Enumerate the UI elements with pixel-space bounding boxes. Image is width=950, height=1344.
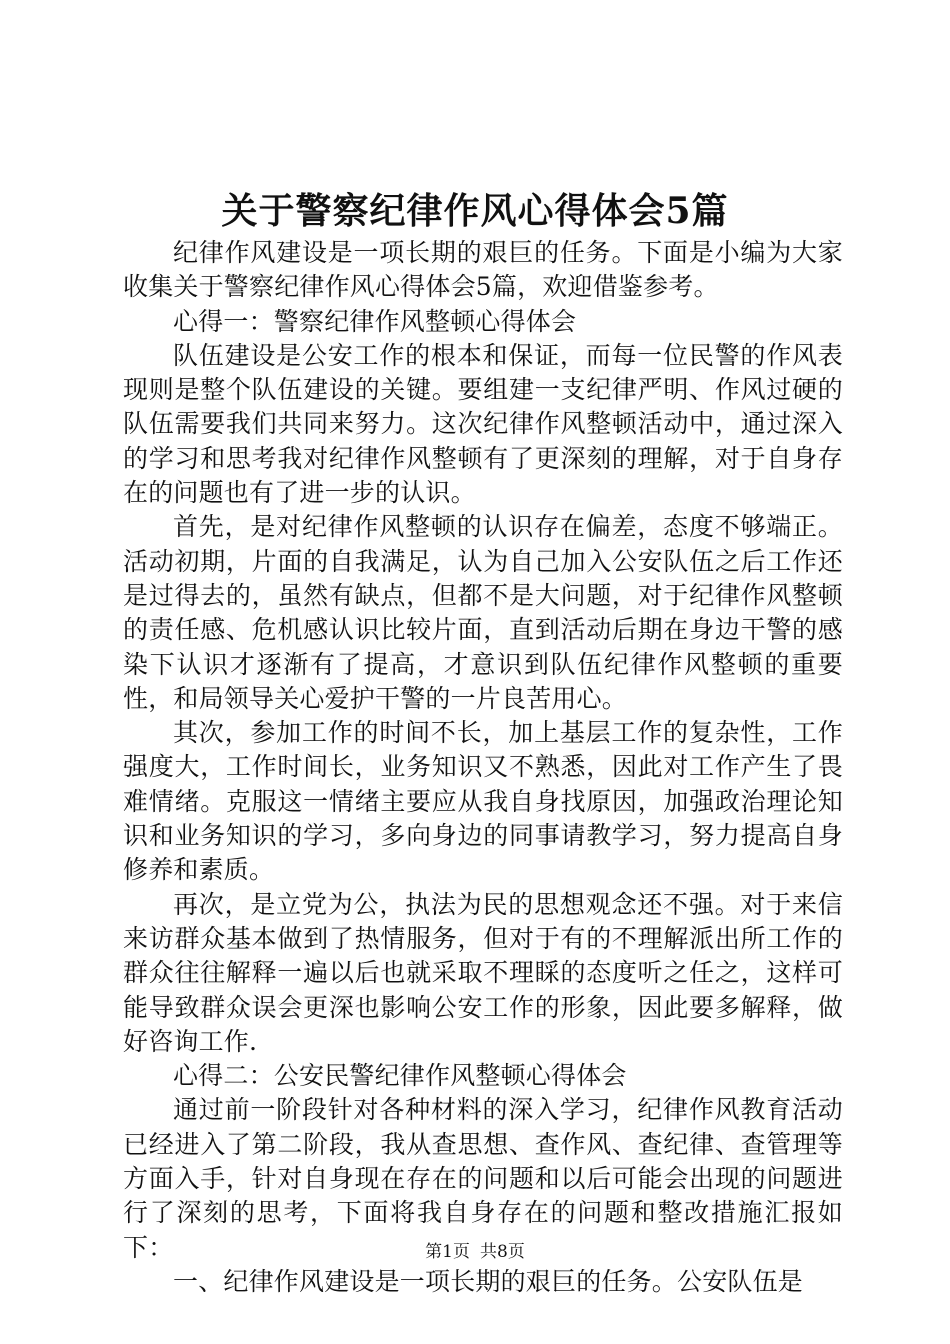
body-paragraph: 其次，参加工作的时间不长，加上基层工作的复杂性，工作强度大，工作时间长，业务知识又不熟悉，因此对工作产生了畏难情绪。克服这一情绪主要应从我自身找原因，加强政治理论知识和业务知识的学习，多向身边的同事请教学习，努力提高自身修养和素质。 — [123, 718, 843, 885]
page-footer — [0, 1240, 950, 1264]
intro-paragraph: 纪律作风建设是一项长期的艰巨的任务。下面是小编为大家收集关于警察纪律作风心得体会5篇，欢迎借鉴参考。 — [123, 238, 843, 302]
section-heading-2: 心得二：公安民警纪律作风整顿心得体会 — [173, 1061, 627, 1091]
section-heading-1: 心得一：警察纪律作风整顿心得体会 — [173, 306, 577, 336]
body-paragraph: 一、纪律作风建设是一项长期的艰巨的任务。公安队伍是 — [173, 1266, 804, 1296]
document-title: 关于警察纪律作风心得体会5篇 — [221, 190, 729, 232]
body-paragraph: 通过前一阶段针对各种材料的深入学习，纪律作风教育活动已经进入了第二阶段，我从查思想、查作风、查纪律、查管理等方面入手，针对自身现在存在的问题和以后可能会出现的问题进行了深刻的思考，下面将我自身存在的问题和整改措施汇报如下： — [123, 1095, 843, 1262]
body-paragraph: 队伍建设是公安工作的根本和保证，而每一位民警的作风表现则是整个队伍建设的关键。要组建一支纪律严明、作风过硬的队伍需要我们共同来努力。这次纪律作风整顿活动中，通过深入的学习和思考我对纪律作风整顿有了更深刻的理解，对于自身存在的问题也有了进一步的认识。 — [123, 340, 843, 508]
body-paragraph: 再次，是立党为公，执法为民的思想观念还不强。对于来信来访群众基本做到了热情服务，但对于有的不理解派出所工作的群众往往解释一遍以后也就采取不理睬的态度听之任之，这样可能导致群众误会更深也影响公安工作的形象，因此要多解释，做好咨询工作. — [123, 889, 843, 1056]
document-body — [123, 236, 843, 1299]
body-paragraph: 首先，是对纪律作风整顿的认识存在偏差，态度不够端正。活动初期，片面的自我满足，认为自己加入公安队伍之后工作还是过得去的，虽然有缺点，但都不是大问题，对于纪律作风整顿的责任感、危机感认识比较片面，直到活动后期在身边干警的感染下认识才逐渐有了提高，才意识到队伍纪律作风整顿的重要性，和局领导关心爱护干警的一片良苦用心。 — [123, 512, 843, 713]
page-number: 第1页 — [425, 1242, 470, 1262]
page-total: 共8页 — [480, 1242, 525, 1262]
